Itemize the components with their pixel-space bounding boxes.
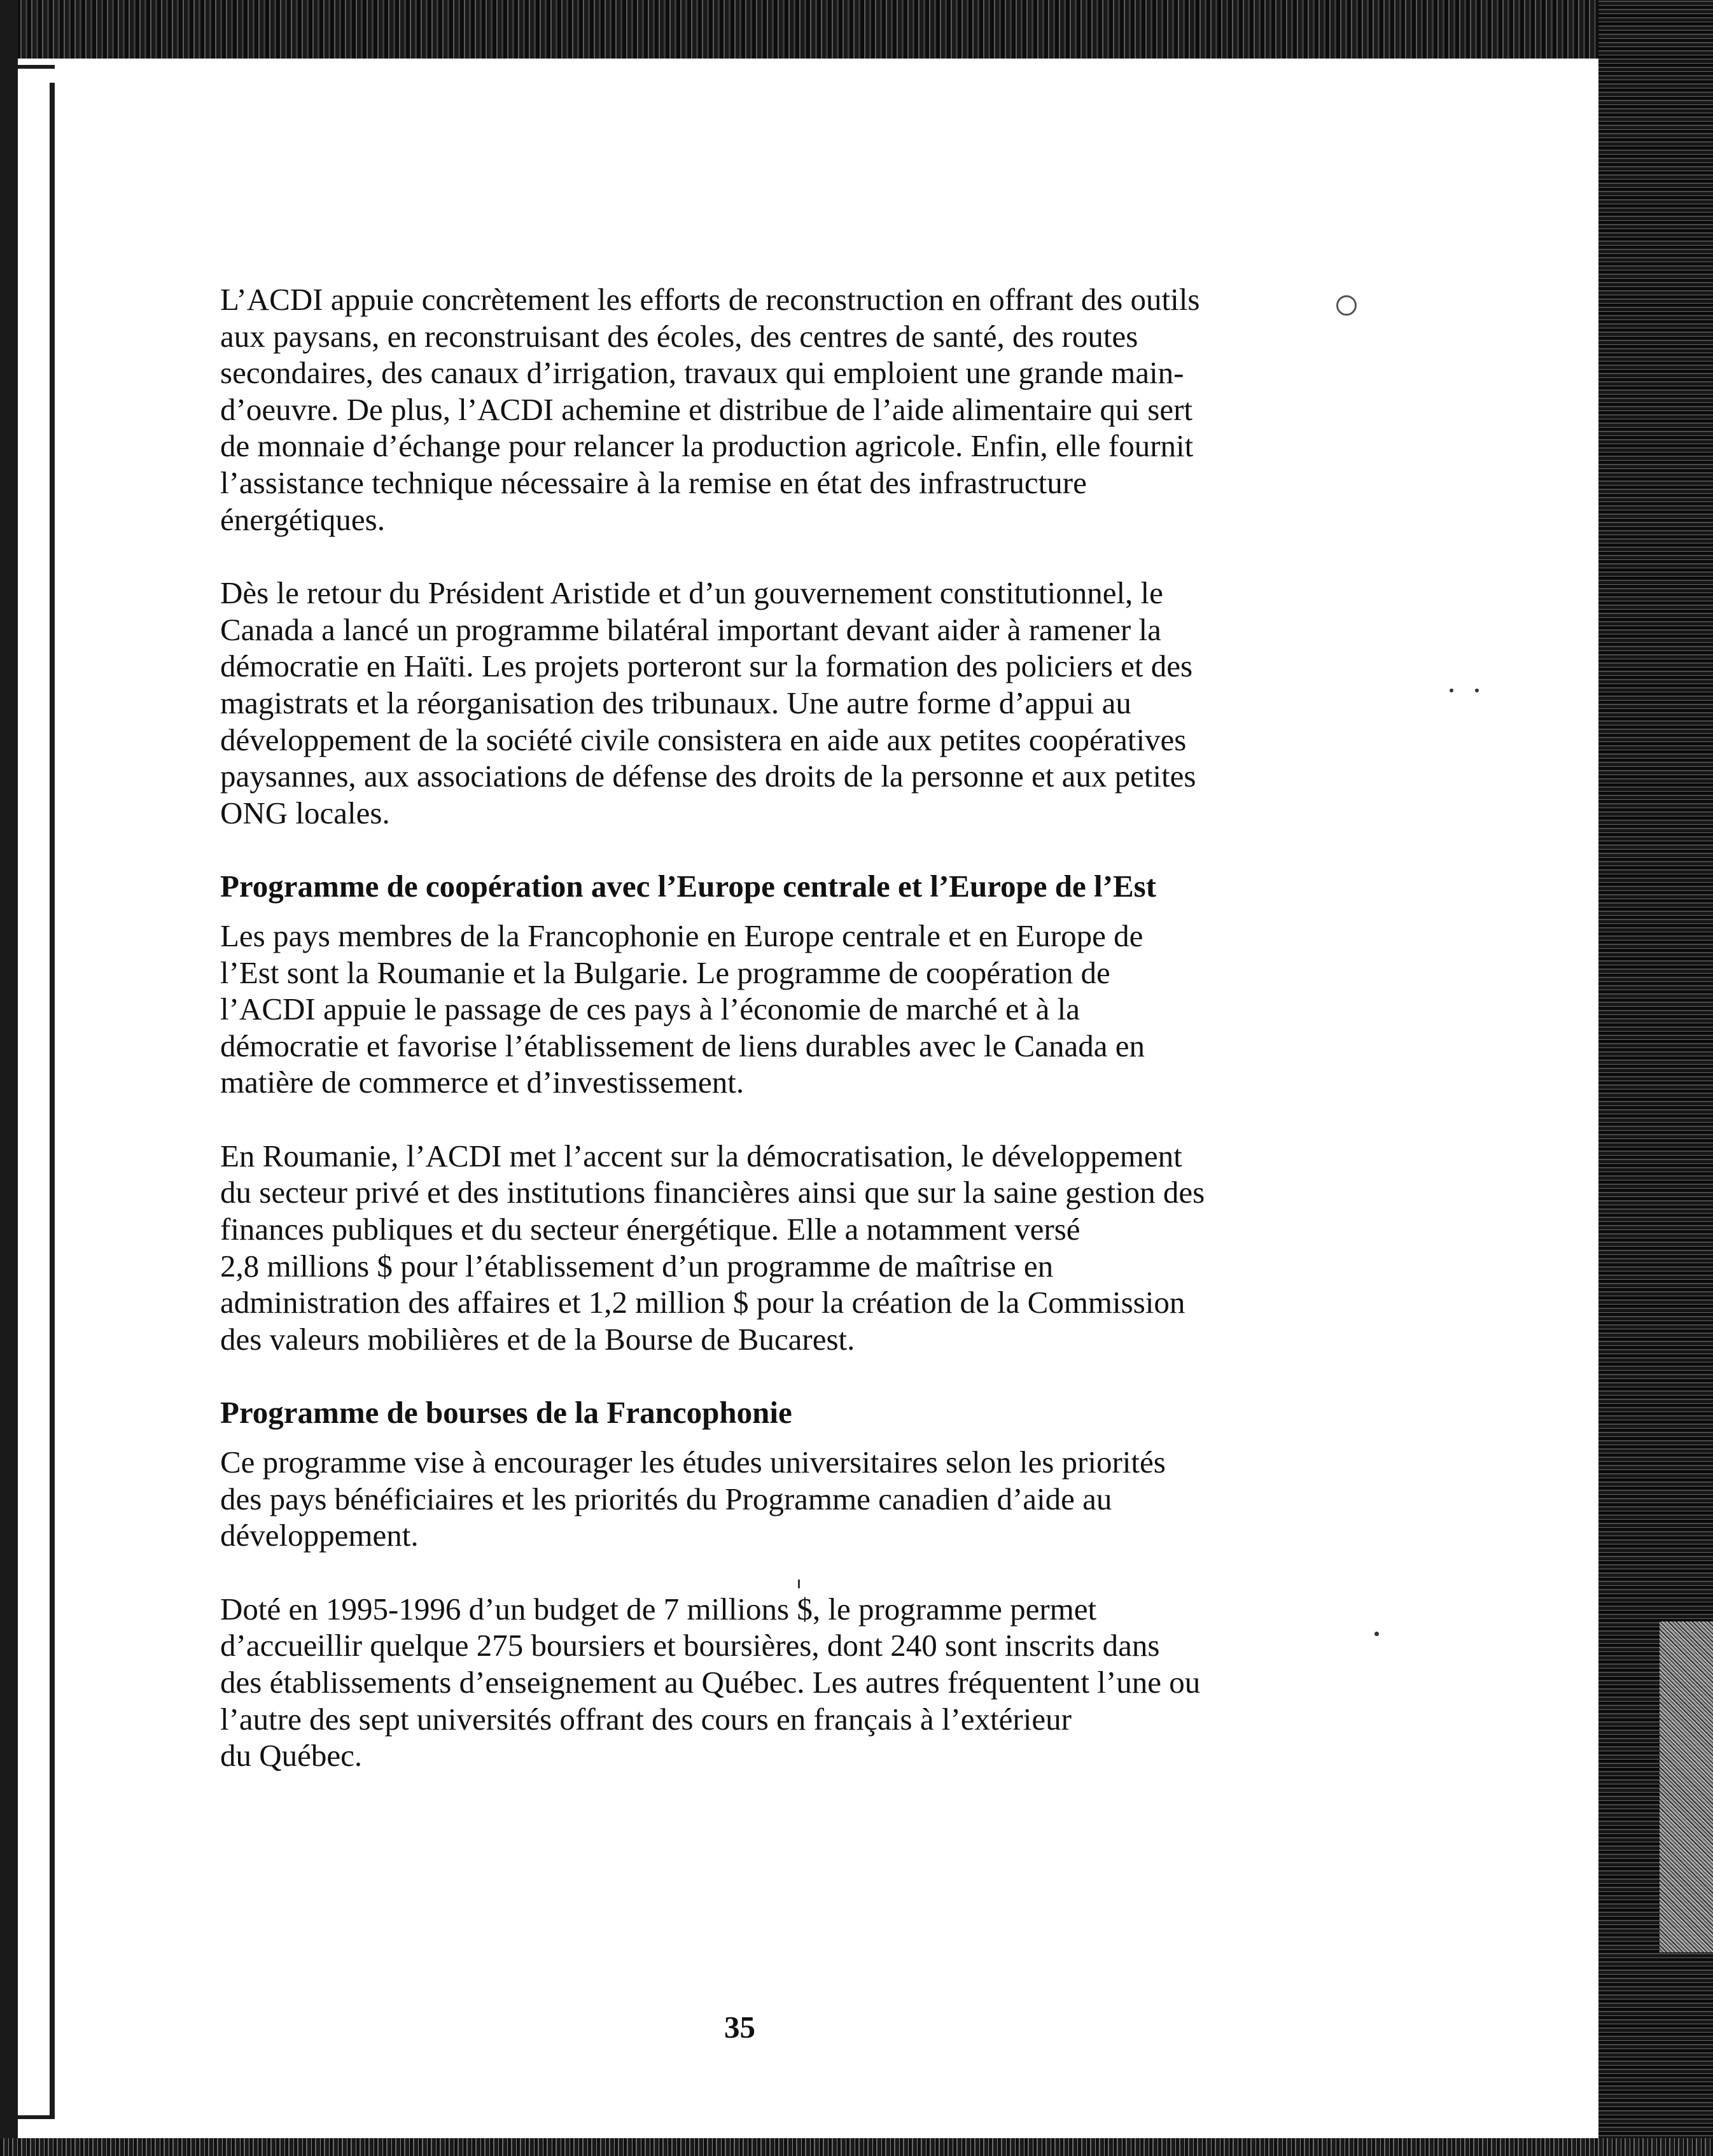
paragraph-line: l’ACDI appuie le passage de ces pays à l’économie de marché et à la — [220, 991, 1080, 1027]
paragraph-line: des pays bénéficiaires et les priorités du Programme canadien d’aide au — [220, 1481, 1112, 1516]
scan-noise-patch — [1660, 1621, 1713, 1952]
paragraph-line: énergétiques. — [220, 501, 385, 537]
section-heading-bourses: Programme de bourses de la Francophonie — [220, 1395, 792, 1431]
paragraph-line: développement de la société civile consistera en aide aux petites coopératives — [220, 722, 1187, 757]
paragraph-line: démocratie et favorise l’établissement de liens durables avec le Canada en — [220, 1028, 1145, 1063]
paragraph — [220, 1591, 1302, 1774]
scan-border-bottom — [0, 2138, 1713, 2156]
paragraph-line: Canada a lancé un programme bilatéral important devant aider à ramener la — [220, 612, 1161, 647]
page-number: 35 — [724, 2010, 755, 2045]
paragraph-line: démocratie en Haïti. Les projets porteront sur la formation des policiers et des — [220, 648, 1193, 684]
paragraph-line: d’oeuvre. De plus, l’ACDI achemine et distribue de l’aide alimentaire qui sert — [220, 391, 1192, 427]
binding-line — [50, 83, 55, 2119]
speck — [1374, 1632, 1379, 1636]
speck — [1450, 689, 1453, 692]
paragraph — [220, 1444, 1302, 1554]
paragraph — [220, 281, 1302, 538]
scan-border-top — [0, 0, 1713, 59]
section-bourses — [220, 1444, 1302, 1774]
paragraph-line: l’Est sont la Roumanie et la Bulgarie. Le programme de coopération de — [220, 955, 1110, 990]
paragraph-line: des valeurs mobilières et de la Bourse de Bucarest. — [220, 1321, 855, 1357]
paragraph-line: d’accueillir quelque 275 boursiers et boursières, dont 240 sont inscrits dans — [220, 1628, 1160, 1663]
section-haiti — [220, 281, 1302, 831]
paragraph — [220, 575, 1302, 831]
paragraph — [220, 1138, 1302, 1358]
paragraph-line: Les pays membres de la Francophonie en Europe centrale et en Europe de — [220, 918, 1143, 953]
paragraph-line: l’autre des sept universités offrant des cours en français à l’extérieur — [220, 1701, 1072, 1737]
paragraph-line: administration des affaires et 1,2 million $ pour la création de la Commission — [220, 1285, 1185, 1320]
paragraph-line: de monnaie d’échange pour relancer la production agricole. Enfin, elle fournit — [220, 428, 1194, 464]
paragraph-line: aux paysans, en reconstruisant des écoles, des centres de santé, des routes — [220, 318, 1138, 354]
paragraph-line: des établissements d’enseignement au Québec. Les autres fréquentent l’une ou — [220, 1665, 1201, 1700]
document-body — [220, 281, 1302, 1811]
scan-border-left — [0, 0, 18, 2156]
paragraph-line: Ce programme vise à encourager les études universitaires selon les priorités — [220, 1445, 1166, 1480]
paragraph-line: Doté en 1995-1996 d’un budget de 7 millions $, le programme permet — [220, 1591, 1097, 1627]
binding-tick-bottom — [18, 2115, 55, 2119]
paragraph-line: En Roumanie, l’ACDI met l’accent sur la démocratisation, le développement — [220, 1138, 1182, 1173]
circle-mark — [1336, 295, 1357, 316]
section-europe — [220, 918, 1302, 1358]
paragraph-line: matière de commerce et d’investissement. — [220, 1065, 745, 1100]
paragraph-line: paysannes, aux associations de défense des droits de la personne et aux petites — [220, 759, 1196, 794]
paragraph-line: secondaires, des canaux d’irrigation, travaux qui emploient une grande main- — [220, 355, 1184, 391]
section-heading-europe: Programme de coopération avec l’Europe centrale et l’Europe de l’Est — [220, 869, 1157, 904]
paragraph-line: L’ACDI appuie concrètement les efforts de reconstruction en offrant des outils — [220, 282, 1200, 317]
paragraph-line: développement. — [220, 1518, 419, 1553]
speck — [1475, 689, 1479, 692]
document-page — [18, 59, 1598, 2138]
paragraph-line: du Québec. — [220, 1738, 363, 1774]
paragraph-line: ONG locales. — [220, 795, 390, 830]
paragraph — [220, 918, 1302, 1101]
paragraph-line: magistrats et la réorganisation des tribunaux. Une autre forme d’appui au — [220, 685, 1131, 720]
paragraph-line: du secteur privé et des institutions financières ainsi que sur la saine gestion des — [220, 1175, 1205, 1210]
paragraph-line: 2,8 millions $ pour l’établissement d’un programme de maîtrise en — [220, 1248, 1054, 1284]
binding-tick-top — [18, 65, 55, 69]
paragraph-line: Dès le retour du Président Aristide et d’un gouvernement constitutionnel, le — [220, 575, 1163, 611]
paragraph-line: finances publiques et du secteur énergétique. Elle a notamment versé — [220, 1212, 1080, 1247]
paragraph-line: l’assistance technique nécessaire à la remise en état des infrastructure — [220, 465, 1087, 500]
